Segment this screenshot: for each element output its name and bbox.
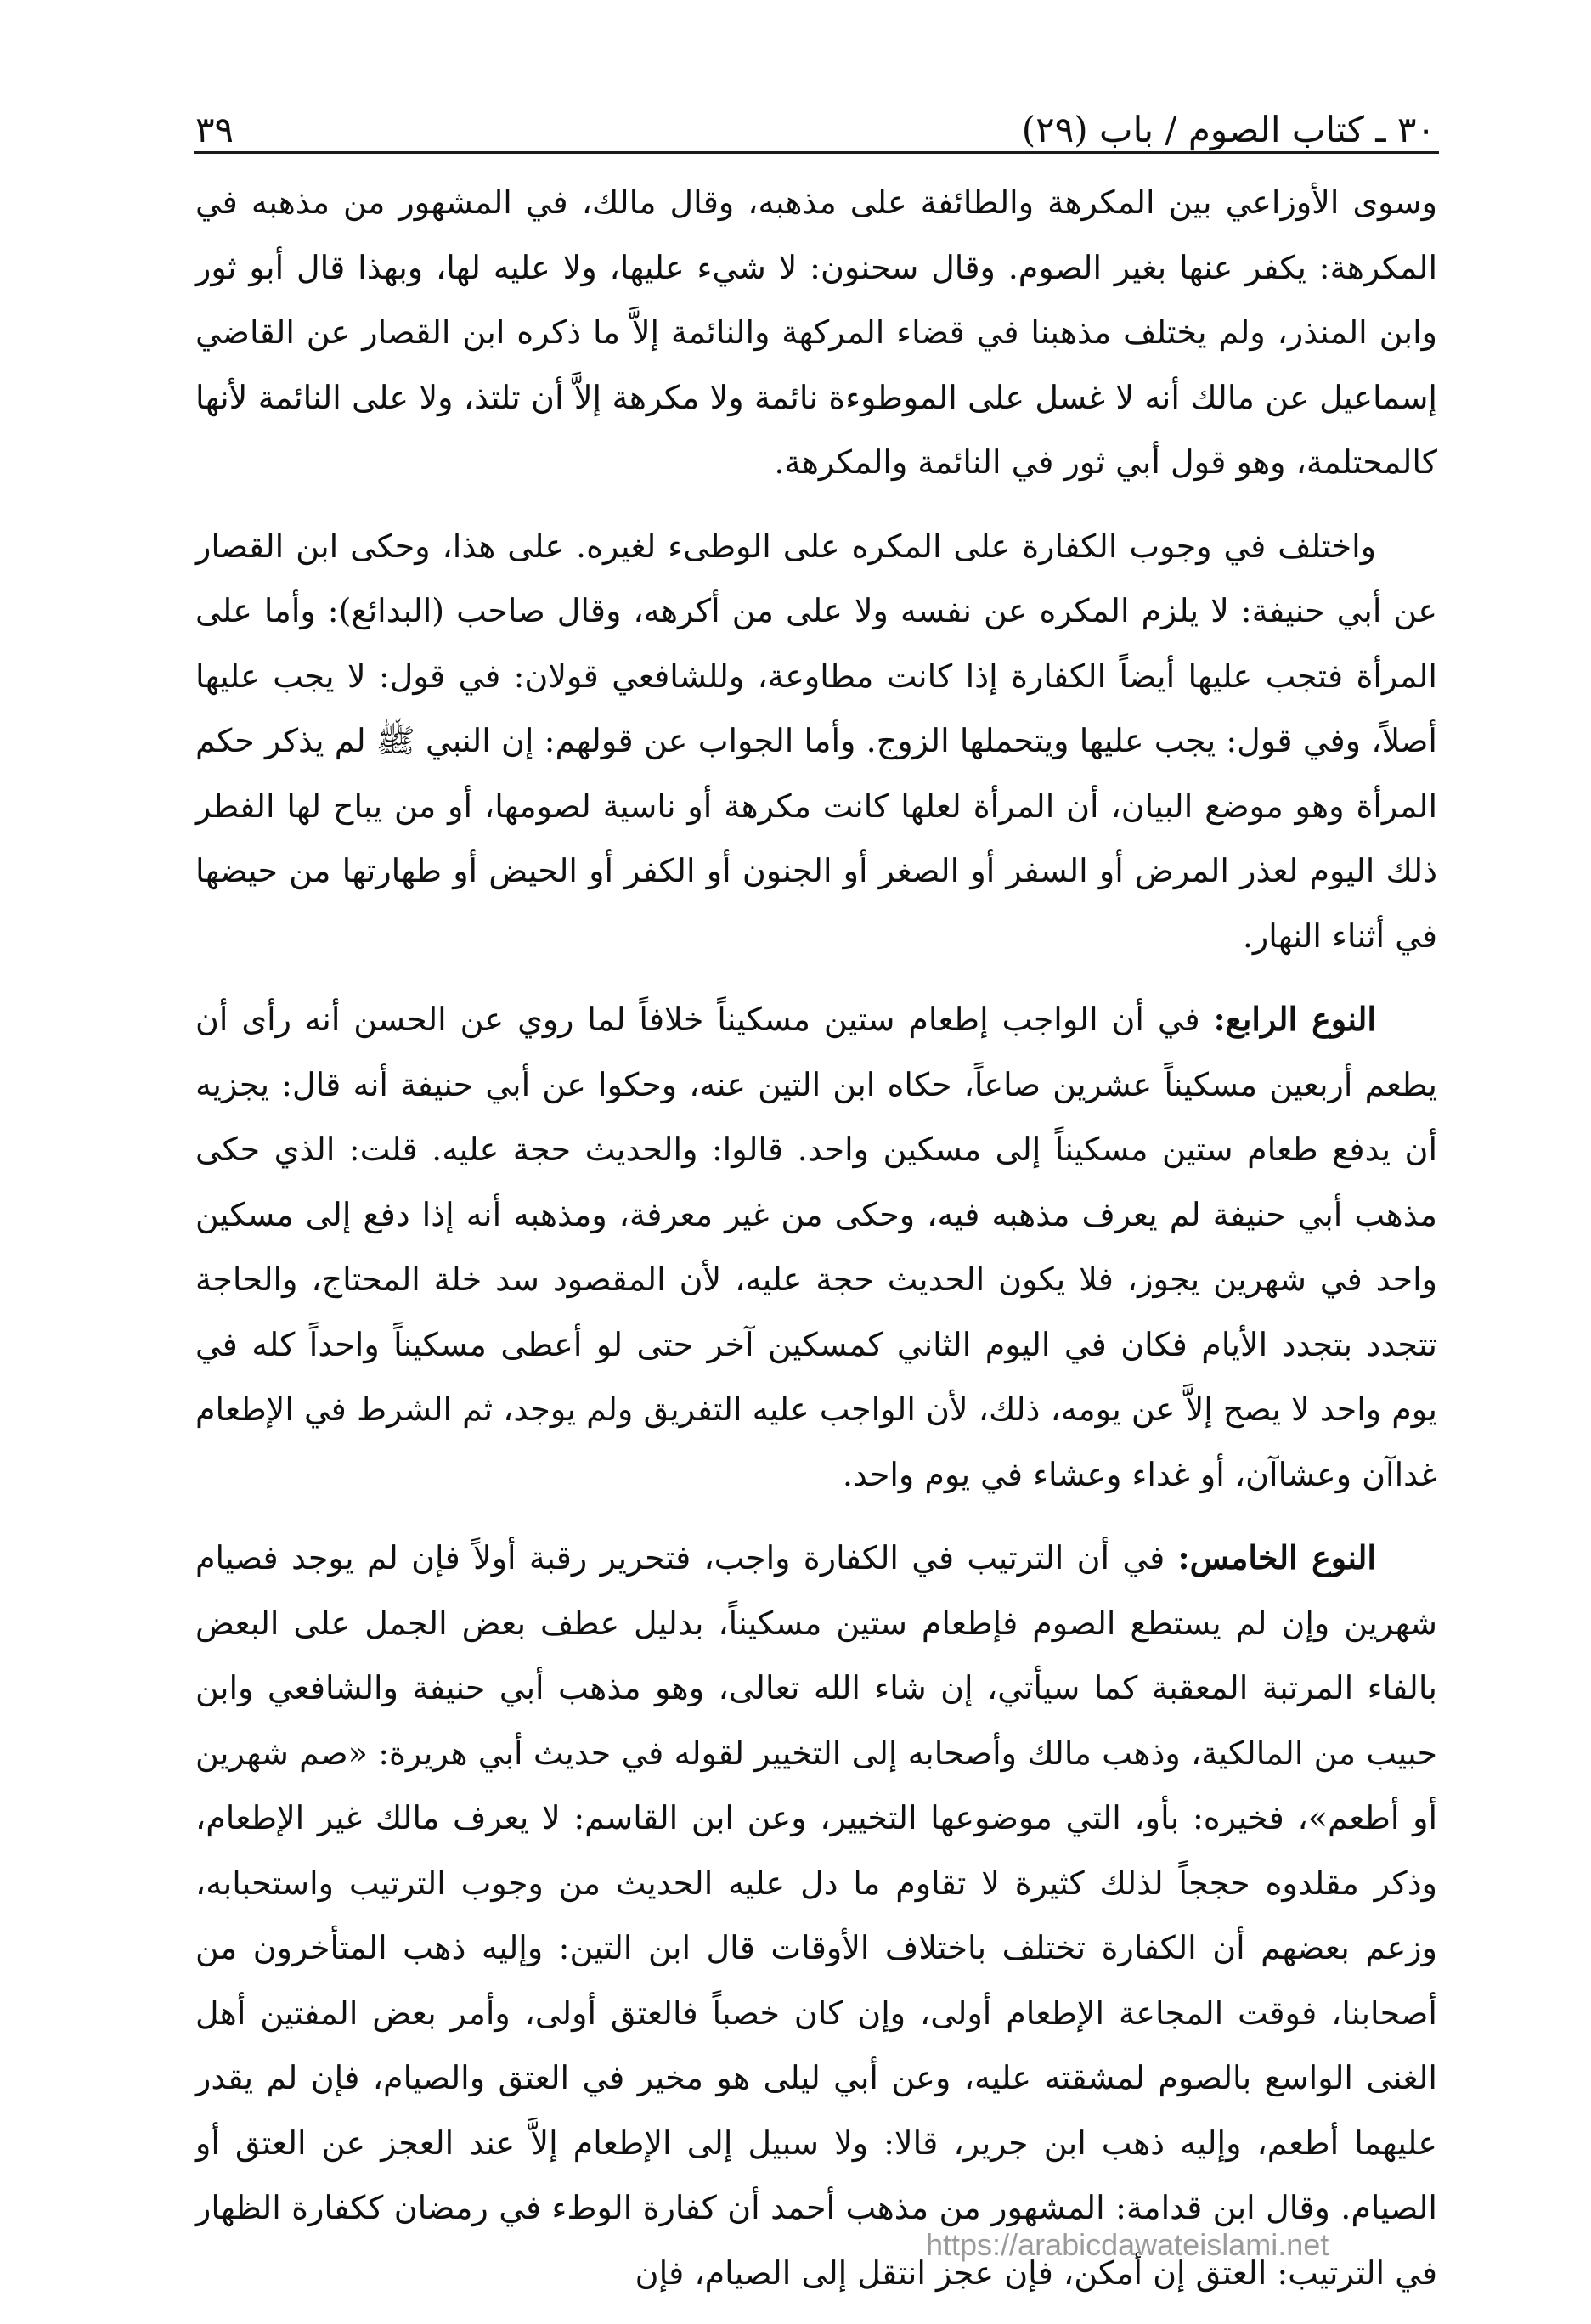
- paragraph-1-text: وسوى الأوزاعي بين المكرهة والطائفة على مذهبه، وقال مالك، في المشهور من مذهبه في المكرهة: يكفر عنها بغير الصوم. وقال سحنون: لا شيء عليها، ولا عليه لها، وبهذا قال أبو ثور وابن المنذر، ولم يختلف مذهبنا في قضاء المركهة والنائمة إلاَّ ما ذكره ابن القصار عن القاضي إسماعيل عن مالك أنه لا غسل على الموطوءة نائمة ولا مكرهة إلاَّ أن تلتذ، ولا على النائمة لأنها كالمحتلمة، وهو قول أبي ثور في النائمة والمكرهة.: [195, 183, 1437, 481]
- watermark-url: https://arabicdawateislami.net: [926, 2227, 1329, 2262]
- paragraph-2-text: واختلف في وجوب الكفارة على المكره على الوطىء لغيره. على هذا، وحكى ابن القصار عن أبي حنيفة: لا يلزم المكره عن نفسه ولا على من أكرهه، وقال صاحب (البدائع): وأما على المرأة فتجب عليها أيضاً الكفارة إذا كانت مطاوعة، وللشافعي قولان: في قول: لا يجب عليها أصلاً، وفي قول: يجب عليها ويتحملها الزوج. وأما الجواب عن قولهم: إن النبي ﷺ لم يذكر حكم المرأة وهو موضع البيان، أن المرأة لعلها كانت مكرهة أو ناسية لصومها، أو من يباح لها الفطر ذلك اليوم لعذر المرض أو السفر أو الصغر أو الجنون أو الكفر أو الحيض أو طهارتها من حيضها في أثناء النهار.: [195, 527, 1437, 955]
- paragraph-4-text: في أن الترتيب في الكفارة واجب، فتحرير رقبة أولاً فإن لم يوجد فصيام شهرين وإن لم يستطع الصوم فإطعام ستين مسكيناً، بدليل عطف بعض الجمل على البعض بالفاء المرتبة المعقبة كما سيأتي، إن شاء الله تعالى، وهو مذهب أبي حنيفة والشافعي وابن حبيب من المالكية، وذهب مالك وأصحابه إلى التخيير لقوله في حديث أبي هريرة: «صم شهرين أو أطعم»، فخيره: بأو، التي موضوعها التخيير، وعن ابن القاسم: لا يعرف مالك غير الإطعام، وذكر مقلدوه حججاً لذلك كثيرة لا تقاوم ما دل عليه الحديث من وجوب الترتيب واستحبابه، وزعم بعضهم أن الكفارة تختلف باختلاف الأوقات قال ابن التين: وإليه ذهب المتأخرون من أصحابنا، فوقت المجاعة الإطعام أولى، وإن كان خصباً فالعتق أولى، وأمر بعض المفتين أهل الغنى الواسع بالصوم لمشقته عليه، وعن أبي ليلى هو مخير في العتق والصيام، فإن لم يقدر عليهما أطعم، وإليه ذهب ابن جرير، قالا: ولا سبيل إلى الإطعام إلاَّ عند العجز عن العتق أو الصيام. وقال ابن قدامة: المشهور من مذهب أحمد أن كفارة الوطء في رمضان ككفارة الظهار في الترتيب: العتق إن أمكن، فإن عجز انتقل إلى الصيام، فإن: [195, 1539, 1437, 2292]
- paragraph-3-text: في أن الواجب إطعام ستين مسكيناً خلافاً لما روي عن الحسن أنه رأى أن يطعم أربعين مسكيناً عشرين صاعاً، حكاه ابن التين عنه، وحكوا عن أبي حنيفة أنه قال: يجزيه أن يدفع طعام ستين مسكيناً إلى مسكين واحد. قالوا: والحديث حجة عليه. قلت: الذي حكى مذهب أبي حنيفة لم يعرف مذهبه فيه، وحكى من غير معرفة، ومذهبه أنه إذا دفع إلى مسكين واحد في شهرين يجوز، فلا يكون الحديث حجة عليه، لأن المقصود سد خلة المحتاج، والحاجة تتجدد بتجدد الأيام فكان في اليوم الثاني كمسكين آخر حتى لو أعطى مسكيناً واحداً كله في يوم واحد لا يصح إلاَّ عن يومه، ذلك، لأن الواجب عليه التفريق ولم يوجد، ثم الشرط في الإطعام غداآن وعشاآن، أو غداء وعشاء في يوم واحد.: [195, 1001, 1437, 1493]
- paragraph-4: [195, 1526, 1437, 2305]
- page-header: [195, 93, 1436, 153]
- section-heading-fourth-type: النوع الرابع:: [1213, 1000, 1376, 1038]
- section-heading-fifth-type: النوع الخامس:: [1177, 1538, 1376, 1577]
- paragraph-3: [195, 987, 1437, 1507]
- body-text: [195, 170, 1437, 2324]
- header-rule: [194, 151, 1439, 154]
- paragraph-2: [195, 514, 1437, 969]
- page-number: ٣٩: [195, 109, 234, 150]
- running-title: ٣٠ ـ كتاب الصوم / باب (٢٩): [1021, 109, 1436, 150]
- paragraph-1: [195, 170, 1437, 495]
